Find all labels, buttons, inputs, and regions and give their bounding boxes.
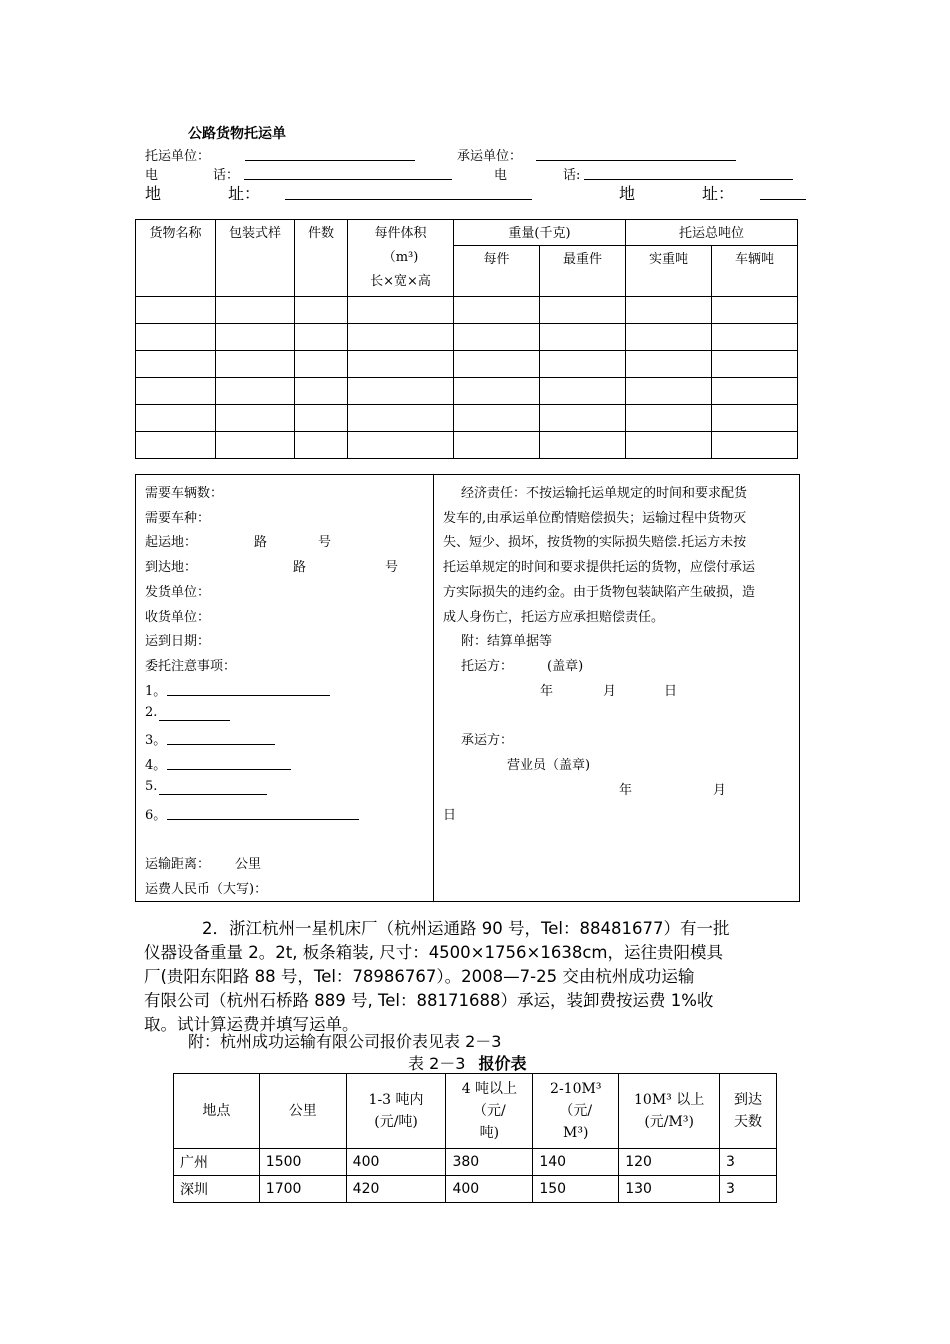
price-cell: 130: [619, 1176, 720, 1203]
vehicle-type-label: 需要车种：: [145, 511, 211, 526]
exercise-line-2: 仪器设备重量 2。2t, 板条箱装, 尺寸：4500×1756×1638cm，运往贵阳模具: [144, 943, 723, 962]
header-tonnage: 托运总吨位: [626, 220, 798, 246]
note-2-field[interactable]: [159, 708, 230, 721]
price-header-cell: [533, 1074, 619, 1149]
note-2-label: 2.: [145, 705, 158, 720]
shipper-tel-field[interactable]: [244, 165, 452, 180]
cargo-table: [135, 219, 798, 459]
shipper-seal: (盖章): [547, 659, 584, 674]
table-row: [136, 405, 798, 432]
price-table: [173, 1073, 777, 1203]
distance-label: 运输距离：: [145, 857, 211, 872]
note-3-field[interactable]: [167, 732, 275, 745]
price-header-line: （元/: [559, 1103, 593, 1119]
shipper-field[interactable]: [245, 146, 415, 161]
notes-label: 委托注意事项：: [145, 659, 237, 674]
note-1-field[interactable]: [167, 683, 330, 696]
price-header-line: 天数: [734, 1114, 763, 1130]
liability-line-6: 成人身伤亡，托运方应承担赔偿责任。: [443, 610, 665, 625]
day-2: 日: [443, 808, 457, 823]
exercise-line-4: 有限公司（杭州石桥路 889 号, Tel：88171688）承运，装卸费按运费 1%收: [144, 991, 714, 1010]
right-panel: [435, 475, 795, 901]
price-cell: 3: [720, 1149, 777, 1176]
destination-road: 路: [293, 560, 307, 575]
header-packing: 包装式样: [216, 220, 295, 297]
liability-line-2: 发车的,由承运单位酌情赔偿损失；运输过程中货物灭: [443, 511, 747, 526]
carrier-tel-field[interactable]: [584, 165, 793, 180]
note-4-label: 4。: [145, 758, 167, 773]
day-1: 日: [664, 684, 678, 699]
clerk-seal: 营业员（盖章): [507, 758, 591, 773]
tel-label-a: 电: [145, 168, 159, 183]
price-cell: 400: [446, 1176, 533, 1203]
price-cell: 400: [346, 1149, 446, 1176]
table-caption-number: 表 2－3: [408, 1054, 466, 1073]
price-cell: 深圳: [174, 1176, 260, 1203]
distance-unit: 公里: [235, 857, 262, 872]
table-row: [136, 297, 798, 324]
header-volume-line1: 每件体积: [374, 226, 427, 241]
year-1: 年: [540, 684, 554, 699]
price-header-cell: [619, 1074, 720, 1149]
liability-line-5: 方实际损失的违约金。由于货物包装缺陷产生破损，造: [443, 585, 756, 600]
price-header-cell: [720, 1074, 777, 1149]
addr-label-b: 址：: [228, 184, 261, 203]
table-caption: [408, 1051, 527, 1074]
header-vehicle-tons: 车辆吨: [712, 246, 798, 297]
header-volume-line3: 长×宽×高: [370, 274, 431, 289]
price-header-line: 10M³ 以上: [634, 1092, 705, 1108]
exercise-line-5: 取。试计算运费并填写运单。: [144, 1015, 359, 1034]
price-header-line: （元/: [473, 1103, 506, 1119]
price-header-line: 4 吨以上: [461, 1081, 518, 1097]
table-row: [136, 351, 798, 378]
header-volume: [348, 220, 454, 297]
attachment-label: 附：结算单据等: [461, 634, 553, 649]
month-1: 月: [603, 684, 617, 699]
price-row: [174, 1176, 777, 1203]
arrival-date-label: 运到日期：: [145, 634, 211, 649]
table-row: [136, 432, 798, 459]
price-header-line: 1-3 吨内: [368, 1092, 424, 1108]
header-pieces: 件数: [295, 220, 348, 297]
note-1-label: 1。: [145, 684, 167, 699]
carrier-field[interactable]: [536, 146, 736, 161]
addr-label-a: 地: [145, 184, 162, 203]
attachment-note: 附：杭州成功运输有限公司报价表见表 2－3: [188, 1032, 502, 1051]
price-header-line: 2-10M³: [550, 1081, 602, 1097]
price-cell: 1500: [259, 1149, 346, 1176]
table-row: [136, 378, 798, 405]
table-caption-title: 报价表: [478, 1054, 527, 1073]
fee-label: 运费人民币（大写)：: [145, 882, 268, 897]
form-title: 公路货物托运单: [188, 126, 286, 142]
shipper-address-field[interactable]: [285, 185, 532, 200]
year-2: 年: [619, 783, 633, 798]
tel2-label-b: 话:: [563, 168, 581, 183]
origin-no: 号: [318, 535, 332, 550]
note-5-field[interactable]: [159, 782, 267, 795]
price-cell: 420: [346, 1176, 446, 1203]
header-heaviest: 最重件: [540, 246, 626, 297]
origin-label: 起运地：: [145, 535, 198, 550]
exercise-line-3: 厂(贵阳东阳路 88 号，Tel：78986767）。2008—7-25 交由杭州成功运输: [144, 967, 695, 986]
price-header-line: 公里: [288, 1103, 317, 1119]
header-cargo-name: 货物名称: [136, 220, 216, 297]
price-header-line: 地点: [202, 1103, 231, 1119]
price-row: [174, 1149, 777, 1176]
sender-label: 发货单位：: [145, 585, 211, 600]
addr2-label-b: 址：: [702, 184, 735, 203]
receiver-label: 收货单位：: [145, 610, 211, 625]
destination-label: 到达地：: [145, 560, 198, 575]
carrier-address-field[interactable]: [760, 185, 806, 200]
shipper-sign-label: 托运方：: [461, 659, 514, 674]
price-header-row: [174, 1074, 777, 1149]
price-cell: 广州: [174, 1149, 260, 1176]
price-cell: 150: [533, 1176, 619, 1203]
exercise-line-1: 2．浙江杭州一星机床厂（杭州运通路 90 号，Tel：88481677）有一批: [202, 919, 730, 938]
month-2: 月: [713, 783, 727, 798]
tel-label-b: 话：: [213, 168, 240, 183]
note-4-field[interactable]: [167, 757, 291, 770]
header-per-piece: 每件: [454, 246, 540, 297]
price-cell: 1700: [259, 1176, 346, 1203]
details-box: [135, 474, 800, 902]
note-3-label: 3。: [145, 733, 167, 748]
shipper-label: 托运单位：: [145, 149, 211, 164]
price-header-line: (元/吨): [374, 1114, 418, 1130]
note-6-field[interactable]: [167, 807, 359, 820]
price-cell: 3: [720, 1176, 777, 1203]
left-panel: [136, 475, 434, 901]
addr2-label-a: 地: [619, 184, 636, 203]
liability-line-4: 托运单规定的时间和要求提供托运的货物，应偿付承运: [443, 560, 756, 575]
liability-line-1: 经济责任：不按运输托运单规定的时间和要求配货: [461, 486, 748, 501]
note-6-label: 6。: [145, 808, 167, 823]
origin-road: 路: [254, 535, 268, 550]
price-header-cell: [446, 1074, 533, 1149]
header-weight: 重量(千克): [454, 220, 626, 246]
header-volume-line2: （m³): [382, 250, 419, 265]
vehicles-label: 需要车辆数：: [145, 486, 224, 501]
carrier-sign-label: 承运方：: [461, 733, 514, 748]
price-header-line: M³): [563, 1125, 589, 1141]
price-header-cell: [259, 1074, 346, 1149]
price-header-cell: [174, 1074, 260, 1149]
liability-line-3: 失、短少、损坏，按货物的实际损失赔偿.托运方未按: [443, 535, 747, 550]
carrier-label: 承运单位：: [457, 149, 523, 164]
price-header-line: 吨): [479, 1125, 500, 1141]
exercise-text: [146, 917, 811, 1037]
header-actual-tons: 实重吨: [626, 246, 712, 297]
price-header-line: 到达: [734, 1092, 763, 1108]
table-row: [136, 324, 798, 351]
price-cell: 120: [619, 1149, 720, 1176]
price-header-cell: [346, 1074, 446, 1149]
tel2-label-a: 电: [494, 168, 508, 183]
price-cell: 380: [446, 1149, 533, 1176]
price-header-line: (元/M³): [644, 1114, 694, 1130]
price-cell: 140: [533, 1149, 619, 1176]
destination-no: 号: [385, 560, 399, 575]
note-5-label: 5.: [145, 779, 158, 794]
